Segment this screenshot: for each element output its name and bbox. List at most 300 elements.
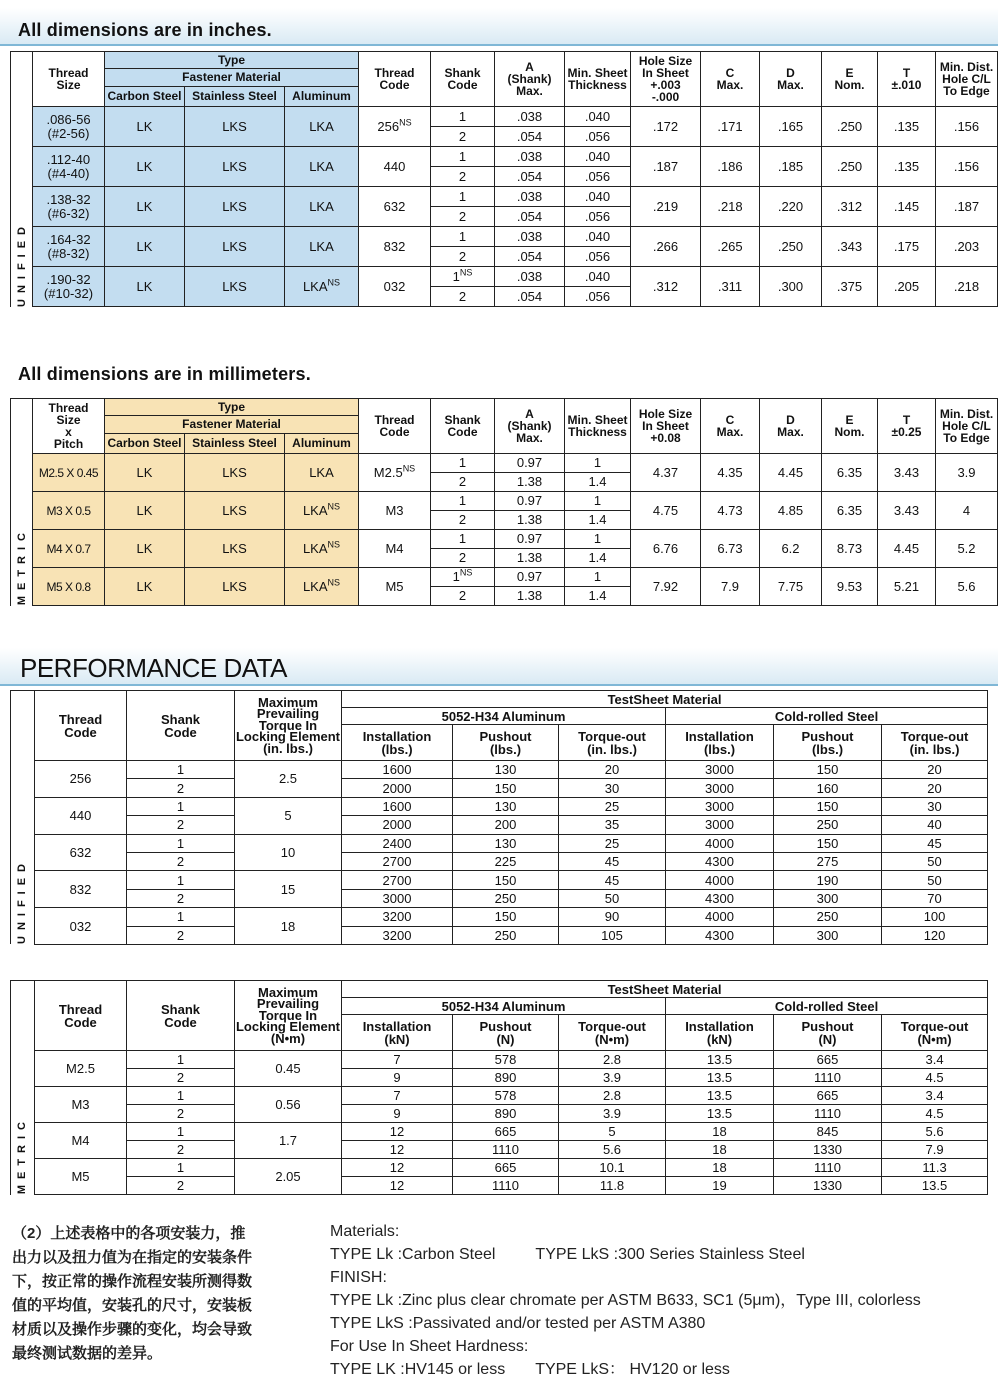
materials-line xyxy=(330,1243,990,1266)
torque-out-cell: 20 xyxy=(882,761,988,779)
table-row xyxy=(11,1051,988,1069)
t-cell: .135 xyxy=(878,147,936,187)
shank-code-cell: 1 xyxy=(431,107,495,127)
aluminum-cell: LKA xyxy=(285,147,359,187)
thread-code-cell: M2.5 xyxy=(35,1051,127,1087)
e-nom-header: E Nom. xyxy=(822,52,878,107)
aluminum-cell: LKA xyxy=(285,107,359,147)
c-max-header: C Max. xyxy=(701,52,760,107)
torque-out-cell: 90 xyxy=(559,908,666,926)
pushout-cell: 250 xyxy=(774,908,882,926)
type-header: Type xyxy=(105,399,359,416)
shank-code-header: Shank Code xyxy=(431,52,495,107)
aluminum-cell: $LKA^{NS}$ xyxy=(285,530,359,568)
pushout-header: Pushout (lbs.) xyxy=(453,725,559,761)
test-sheet-header: TestSheet Material xyxy=(342,691,988,708)
pushout-cell: 1110 xyxy=(774,1159,882,1177)
a-shank-cell: .054 xyxy=(495,167,565,187)
shank-code-cell: 2 xyxy=(127,852,235,870)
min-sheet-cell: .040 xyxy=(565,187,631,207)
dist-cell: .203 xyxy=(936,227,998,267)
a-shank-cell: 0.97 xyxy=(495,454,565,473)
t-header: T ±0.25 xyxy=(878,399,936,454)
thread-code-cell: 632 xyxy=(359,187,431,227)
torque-out-cell: 5.6 xyxy=(559,1141,666,1159)
carbon-steel-cell: LK xyxy=(105,454,185,492)
torque-out-cell: 45 xyxy=(559,871,666,889)
thread-code-cell: M5 xyxy=(359,568,431,606)
thread-size-header: Thread Size xyxy=(33,52,105,107)
thread-code-cell: 256 xyxy=(35,761,127,798)
torque-out-cell: 4.5 xyxy=(882,1105,988,1123)
pushout-cell: 1110 xyxy=(453,1177,559,1195)
aluminum-header: Aluminum xyxy=(285,87,359,107)
a-shank-cell: .038 xyxy=(495,187,565,207)
installation-cell: 3000 xyxy=(666,779,774,797)
installation-cell: 12 xyxy=(342,1159,453,1177)
thread-size-cell: .190-32 (#10-32) xyxy=(33,267,105,307)
dist-cell: 5.6 xyxy=(936,568,998,606)
aluminum-cell: $LKA^{NS}$ xyxy=(285,267,359,307)
d-cell: .250 xyxy=(760,227,822,267)
installation-cell: 2000 xyxy=(342,779,453,797)
max-torque-header: Maximum Prevailing Torque In Locking Element (in. lbs.) xyxy=(235,691,342,761)
section-title-performance: PERFORMANCE DATA xyxy=(20,653,287,683)
shank-code-cell: 2 xyxy=(431,587,495,606)
stainless-steel-cell: LKS xyxy=(185,187,285,227)
pushout-header: Pushout (N) xyxy=(774,1015,882,1051)
installation-cell: 4000 xyxy=(666,871,774,889)
a-shank-cell: .038 xyxy=(495,267,565,287)
installation-cell: 4300 xyxy=(666,852,774,870)
pushout-cell: 665 xyxy=(453,1123,559,1141)
shank-code-cell: 1 xyxy=(127,797,235,815)
thread-code-cell: M5 xyxy=(35,1159,127,1195)
torque-out-cell: 20 xyxy=(882,779,988,797)
shank-code-header: Shank Code xyxy=(127,691,235,761)
pushout-cell: 200 xyxy=(453,816,559,834)
thread-size-header: Thread Size x Pitch xyxy=(33,399,105,454)
thread-code-cell: M4 xyxy=(35,1123,127,1159)
notes-chinese xyxy=(12,1222,302,1366)
e-cell: .343 xyxy=(822,227,878,267)
a-shank-cell: .038 xyxy=(495,147,565,167)
installation-cell: 18 xyxy=(666,1123,774,1141)
torque-out-cell: 30 xyxy=(559,779,666,797)
min-dist-header: Min. Dist. Hole C/L To Edge xyxy=(936,52,998,107)
shank-code-cell: 2 xyxy=(431,473,495,492)
test-sheet-header: TestSheet Material xyxy=(342,981,988,998)
note-line: 最终测试数据的差异。 xyxy=(12,1345,163,1362)
table-row xyxy=(11,816,988,834)
torque-out-cell: 11.8 xyxy=(559,1177,666,1195)
t-cell: 4.45 xyxy=(878,530,936,568)
pushout-cell: 1110 xyxy=(774,1105,882,1123)
side-label xyxy=(11,52,33,307)
carbon-steel-cell: LK xyxy=(105,492,185,530)
side-label-text: UNIFIED xyxy=(15,220,28,307)
carbon-steel-cell: LK xyxy=(105,267,185,307)
aluminum-cell: $LKA^{NS}$ xyxy=(285,568,359,606)
stainless-steel-cell: LKS xyxy=(185,530,285,568)
dist-cell: .187 xyxy=(936,187,998,227)
carbon-steel-cell: LK xyxy=(105,147,185,187)
shank-code-cell: 2 xyxy=(127,926,235,944)
torque-out-cell: 2.8 xyxy=(559,1051,666,1069)
min-sheet-cell: 1 xyxy=(565,568,631,587)
pushout-cell: 890 xyxy=(453,1069,559,1087)
note-line: （2）上述表格中的各项安装力，推 xyxy=(12,1225,246,1242)
torque-out-cell: 10.1 xyxy=(559,1159,666,1177)
thread-code-cell: 832 xyxy=(359,227,431,267)
hardness-line xyxy=(330,1358,990,1381)
table-row xyxy=(11,871,988,889)
installation-cell: 13.5 xyxy=(666,1087,774,1105)
pushout-cell: 275 xyxy=(774,852,882,870)
min-sheet-cell: 1 xyxy=(565,454,631,473)
c-cell: .218 xyxy=(701,187,760,227)
hole-size-header: Hole Size In Sheet +.003 -.000 xyxy=(631,52,701,107)
shank-code-cell: 2 xyxy=(127,816,235,834)
max-torque-cell: 10 xyxy=(235,834,342,871)
table-row xyxy=(11,834,988,852)
shank-code-cell: 1 xyxy=(127,1159,235,1177)
torque-out-cell: 25 xyxy=(559,834,666,852)
shank-code-cell: 1 xyxy=(127,834,235,852)
torque-out-cell: 35 xyxy=(559,816,666,834)
e-cell: 9.53 xyxy=(822,568,878,606)
shank-code-cell: 1 xyxy=(431,530,495,549)
torque-out-cell: 40 xyxy=(882,816,988,834)
installation-cell: 4000 xyxy=(666,834,774,852)
thread-code-header: Thread Code xyxy=(359,399,431,454)
torque-out-cell: 4.5 xyxy=(882,1069,988,1087)
pushout-cell: 1330 xyxy=(774,1141,882,1159)
dist-cell: 3.9 xyxy=(936,454,998,492)
torque-out-cell: 50 xyxy=(882,871,988,889)
shank-code-cell: 2 xyxy=(431,167,495,187)
a-shank-cell: .054 xyxy=(495,207,565,227)
min-sheet-cell: 1 xyxy=(565,492,631,511)
aluminum-cell: LKA xyxy=(285,187,359,227)
shank-code-cell: 1 xyxy=(127,908,235,926)
shank-code-cell: 2 xyxy=(127,779,235,797)
installation-cell: 3000 xyxy=(666,816,774,834)
pushout-cell: 150 xyxy=(774,834,882,852)
max-torque-cell: 1.7 xyxy=(235,1123,342,1159)
shank-code-cell: 1 xyxy=(127,761,235,779)
performance-table-metric xyxy=(10,980,988,1195)
table-row xyxy=(11,1069,988,1087)
max-torque-cell: 15 xyxy=(235,871,342,908)
installation-cell: 18 xyxy=(666,1159,774,1177)
thread-size-cell: M5 X 0.8 xyxy=(33,568,105,606)
table-row xyxy=(11,1159,988,1177)
installation-header: Installation (kN) xyxy=(666,1015,774,1051)
shank-code-cell: 1 xyxy=(127,1051,235,1069)
table-row xyxy=(11,267,998,287)
min-sheet-cell: 1.4 xyxy=(565,473,631,492)
installation-cell: 19 xyxy=(666,1177,774,1195)
note-line: 材质以及操作步骤的变化，均会导致 xyxy=(12,1321,253,1338)
a-shank-header: A (Shank) Max. xyxy=(495,399,565,454)
t-cell: 3.43 xyxy=(878,492,936,530)
a-shank-cell: 0.97 xyxy=(495,492,565,511)
lks-material: TYPE LkS :300 Series Stainless Steel xyxy=(535,1246,805,1263)
installation-header: Installation (kN) xyxy=(342,1015,453,1051)
pushout-cell: 150 xyxy=(453,871,559,889)
installation-cell: 4300 xyxy=(666,926,774,944)
min-sheet-cell: 1 xyxy=(565,530,631,549)
torque-out-cell: 50 xyxy=(559,889,666,907)
max-torque-cell: 18 xyxy=(235,908,342,945)
installation-cell: 9 xyxy=(342,1069,453,1087)
stainless-steel-header: Stainless Steel xyxy=(185,87,285,107)
min-sheet-cell: .056 xyxy=(565,127,631,147)
e-cell: 6.35 xyxy=(822,492,878,530)
pushout-cell: 160 xyxy=(774,779,882,797)
max-torque-cell: 5 xyxy=(235,797,342,834)
thread-code-header: Thread Code xyxy=(359,52,431,107)
installation-cell: 2000 xyxy=(342,816,453,834)
min-dist-header: Min. Dist. Hole C/L To Edge xyxy=(936,399,998,454)
d-max-header: D Max. xyxy=(760,52,822,107)
side-label xyxy=(11,981,35,1195)
d-cell: 4.85 xyxy=(760,492,822,530)
table-row xyxy=(11,1141,988,1159)
table-row xyxy=(11,852,988,870)
table-row xyxy=(11,454,998,473)
c-cell: .311 xyxy=(701,267,760,307)
table-row xyxy=(11,908,988,926)
thread-size-cell: .086-56 (#2-56) xyxy=(33,107,105,147)
hole-cell: 4.75 xyxy=(631,492,701,530)
pushout-cell: 225 xyxy=(453,852,559,870)
shank-code-cell: 1 xyxy=(431,147,495,167)
thread-code-header: Thread Code xyxy=(35,981,127,1051)
aluminum-cell: LKA xyxy=(285,227,359,267)
d-cell: .300 xyxy=(760,267,822,307)
a-shank-cell: 1.38 xyxy=(495,587,565,606)
carbon-steel-header: Carbon Steel xyxy=(105,87,185,107)
d-cell: 7.75 xyxy=(760,568,822,606)
aluminum-header: 5052-H34 Aluminum xyxy=(342,998,666,1015)
min-sheet-header: Min. Sheet Thickness xyxy=(565,52,631,107)
thread-size-cell: M3 X 0.5 xyxy=(33,492,105,530)
lk-material: TYPE Lk :Carbon Steel xyxy=(330,1246,496,1263)
a-shank-cell: 0.97 xyxy=(495,530,565,549)
table-row xyxy=(11,797,988,815)
max-torque-cell: 2.05 xyxy=(235,1159,342,1195)
min-sheet-cell: .040 xyxy=(565,147,631,167)
installation-cell: 4000 xyxy=(666,908,774,926)
carbon-steel-cell: LK xyxy=(105,568,185,606)
torque-out-cell: 70 xyxy=(882,889,988,907)
dist-cell: .156 xyxy=(936,147,998,187)
table-row xyxy=(11,492,998,511)
e-cell: .375 xyxy=(822,267,878,307)
shank-code-cell: 2 xyxy=(431,247,495,267)
side-label-text: METRIC xyxy=(16,1116,28,1195)
t-cell: .175 xyxy=(878,227,936,267)
type-header: Type xyxy=(105,52,359,69)
torque-out-cell: 100 xyxy=(882,908,988,926)
torque-out-header: Torque-out (in. lbs.) xyxy=(559,725,666,761)
a-shank-cell: 1.38 xyxy=(495,549,565,568)
installation-cell: 3000 xyxy=(666,761,774,779)
pushout-cell: 150 xyxy=(774,761,882,779)
table-row xyxy=(11,1177,988,1195)
a-shank-cell: 1.38 xyxy=(495,511,565,530)
dist-cell: .156 xyxy=(936,107,998,147)
carbon-steel-cell: LK xyxy=(105,530,185,568)
min-sheet-cell: 1.4 xyxy=(565,511,631,530)
c-cell: .171 xyxy=(701,107,760,147)
installation-cell: 1600 xyxy=(342,761,453,779)
installation-cell: 13.5 xyxy=(666,1105,774,1123)
materials-heading: Materials: xyxy=(330,1223,400,1240)
shank-code-header: Shank Code xyxy=(127,981,235,1051)
performance-table-inches xyxy=(10,690,988,945)
section-title-inches: All dimensions are in inches. xyxy=(18,20,272,40)
thread-code-cell: 440 xyxy=(35,797,127,834)
hole-cell: .187 xyxy=(631,147,701,187)
table-row xyxy=(11,107,998,127)
d-cell: .185 xyxy=(760,147,822,187)
torque-out-cell: 25 xyxy=(559,797,666,815)
installation-cell: 3000 xyxy=(666,797,774,815)
a-shank-header: A (Shank) Max. xyxy=(495,52,565,107)
installation-cell: 12 xyxy=(342,1123,453,1141)
table-row xyxy=(11,568,998,587)
lk-finish: TYPE Lk :Zinc plus clear chromate per ASTM B633, SC1 (5μm)，Type III, colorless xyxy=(330,1292,921,1309)
steel-header: Cold-rolled Steel xyxy=(666,998,988,1015)
shank-code-cell: $1^{NS}$ xyxy=(431,568,495,587)
torque-out-cell: 45 xyxy=(882,834,988,852)
thread-code-cell: M3 xyxy=(35,1087,127,1123)
side-label xyxy=(11,399,33,606)
a-shank-cell: .038 xyxy=(495,107,565,127)
a-shank-cell: .054 xyxy=(495,127,565,147)
fastener-material-header: Fastener Material xyxy=(105,69,359,87)
note-line: 下，按正常的操作流程安装所测得数 xyxy=(12,1273,253,1290)
stainless-steel-cell: LKS xyxy=(185,107,285,147)
hole-size-header: Hole Size In Sheet +0.08 xyxy=(631,399,701,454)
pushout-cell: 130 xyxy=(453,797,559,815)
pushout-cell: 578 xyxy=(453,1051,559,1069)
installation-cell: 4300 xyxy=(666,889,774,907)
pushout-cell: 300 xyxy=(774,926,882,944)
c-cell: 4.73 xyxy=(701,492,760,530)
lks-finish: TYPE LkS :Passivated and/or tested per ASTM A380 xyxy=(330,1315,706,1332)
thread-code-cell: 032 xyxy=(35,908,127,945)
stainless-steel-cell: LKS xyxy=(185,147,285,187)
carbon-steel-header: Carbon Steel xyxy=(105,434,185,454)
e-cell: .312 xyxy=(822,187,878,227)
dist-cell: .218 xyxy=(936,267,998,307)
aluminum-cell: $LKA^{NS}$ xyxy=(285,492,359,530)
min-sheet-cell: .056 xyxy=(565,207,631,227)
c-cell: .186 xyxy=(701,147,760,187)
e-cell: .250 xyxy=(822,107,878,147)
fastener-material-header: Fastener Material xyxy=(105,416,359,434)
t-cell: .135 xyxy=(878,107,936,147)
c-cell: 7.9 xyxy=(701,568,760,606)
min-sheet-cell: 1.4 xyxy=(565,549,631,568)
table-row xyxy=(11,1105,988,1123)
dimensions-table-millimeters xyxy=(10,398,998,606)
note-line: 出力以及扭力值为在指定的安装条件 xyxy=(12,1249,253,1266)
pushout-cell: 150 xyxy=(453,779,559,797)
torque-out-cell: 105 xyxy=(559,926,666,944)
installation-cell: 2400 xyxy=(342,834,453,852)
t-cell: .205 xyxy=(878,267,936,307)
pushout-cell: 845 xyxy=(774,1123,882,1141)
side-label xyxy=(11,691,35,945)
installation-header: Installation (lbs.) xyxy=(342,725,453,761)
stainless-steel-cell: LKS xyxy=(185,454,285,492)
hole-cell: .219 xyxy=(631,187,701,227)
a-shank-cell: .054 xyxy=(495,247,565,267)
shank-code-cell: 2 xyxy=(431,127,495,147)
table-row xyxy=(11,761,988,779)
table-row xyxy=(11,187,998,207)
min-sheet-cell: 1.4 xyxy=(565,587,631,606)
shank-code-cell: 1 xyxy=(431,187,495,207)
torque-out-cell: 50 xyxy=(882,852,988,870)
pushout-cell: 250 xyxy=(774,816,882,834)
e-cell: 6.35 xyxy=(822,454,878,492)
shank-code-cell: 1 xyxy=(127,871,235,889)
installation-cell: 13.5 xyxy=(666,1051,774,1069)
notes-english xyxy=(330,1220,990,1381)
table-row xyxy=(11,926,988,944)
torque-out-cell: 3.4 xyxy=(882,1051,988,1069)
t-cell: 5.21 xyxy=(878,568,936,606)
shank-code-cell: 2 xyxy=(431,207,495,227)
pushout-cell: 300 xyxy=(774,889,882,907)
installation-cell: 1600 xyxy=(342,797,453,815)
table-row xyxy=(11,889,988,907)
shank-code-cell: 2 xyxy=(431,511,495,530)
pushout-cell: 130 xyxy=(453,834,559,852)
thread-code-header: Thread Code xyxy=(35,691,127,761)
aluminum-header: Aluminum xyxy=(285,434,359,454)
pushout-cell: 890 xyxy=(453,1105,559,1123)
aluminum-cell: LKA xyxy=(285,454,359,492)
dimensions-table-inches xyxy=(10,51,998,307)
thread-code-cell: 440 xyxy=(359,147,431,187)
thread-code-cell: 632 xyxy=(35,834,127,871)
torque-out-cell: 2.8 xyxy=(559,1087,666,1105)
max-torque-header: Maximum Prevailing Torque In Locking Element (N•m) xyxy=(235,981,342,1051)
table-row xyxy=(11,779,988,797)
e-cell: 8.73 xyxy=(822,530,878,568)
stainless-steel-cell: LKS xyxy=(185,267,285,307)
pushout-cell: 250 xyxy=(453,926,559,944)
dist-cell: 5.2 xyxy=(936,530,998,568)
d-cell: .220 xyxy=(760,187,822,227)
hole-cell: .172 xyxy=(631,107,701,147)
e-cell: .250 xyxy=(822,147,878,187)
max-torque-cell: 0.45 xyxy=(235,1051,342,1087)
lks-hardness: TYPE LkS： HV120 or less xyxy=(535,1361,730,1378)
pushout-cell: 150 xyxy=(774,797,882,815)
pushout-cell: 578 xyxy=(453,1087,559,1105)
shank-code-cell: 1 xyxy=(431,454,495,473)
aluminum-header: 5052-H34 Aluminum xyxy=(342,708,666,725)
thread-code-cell: $M2.5^{NS}$ xyxy=(359,454,431,492)
